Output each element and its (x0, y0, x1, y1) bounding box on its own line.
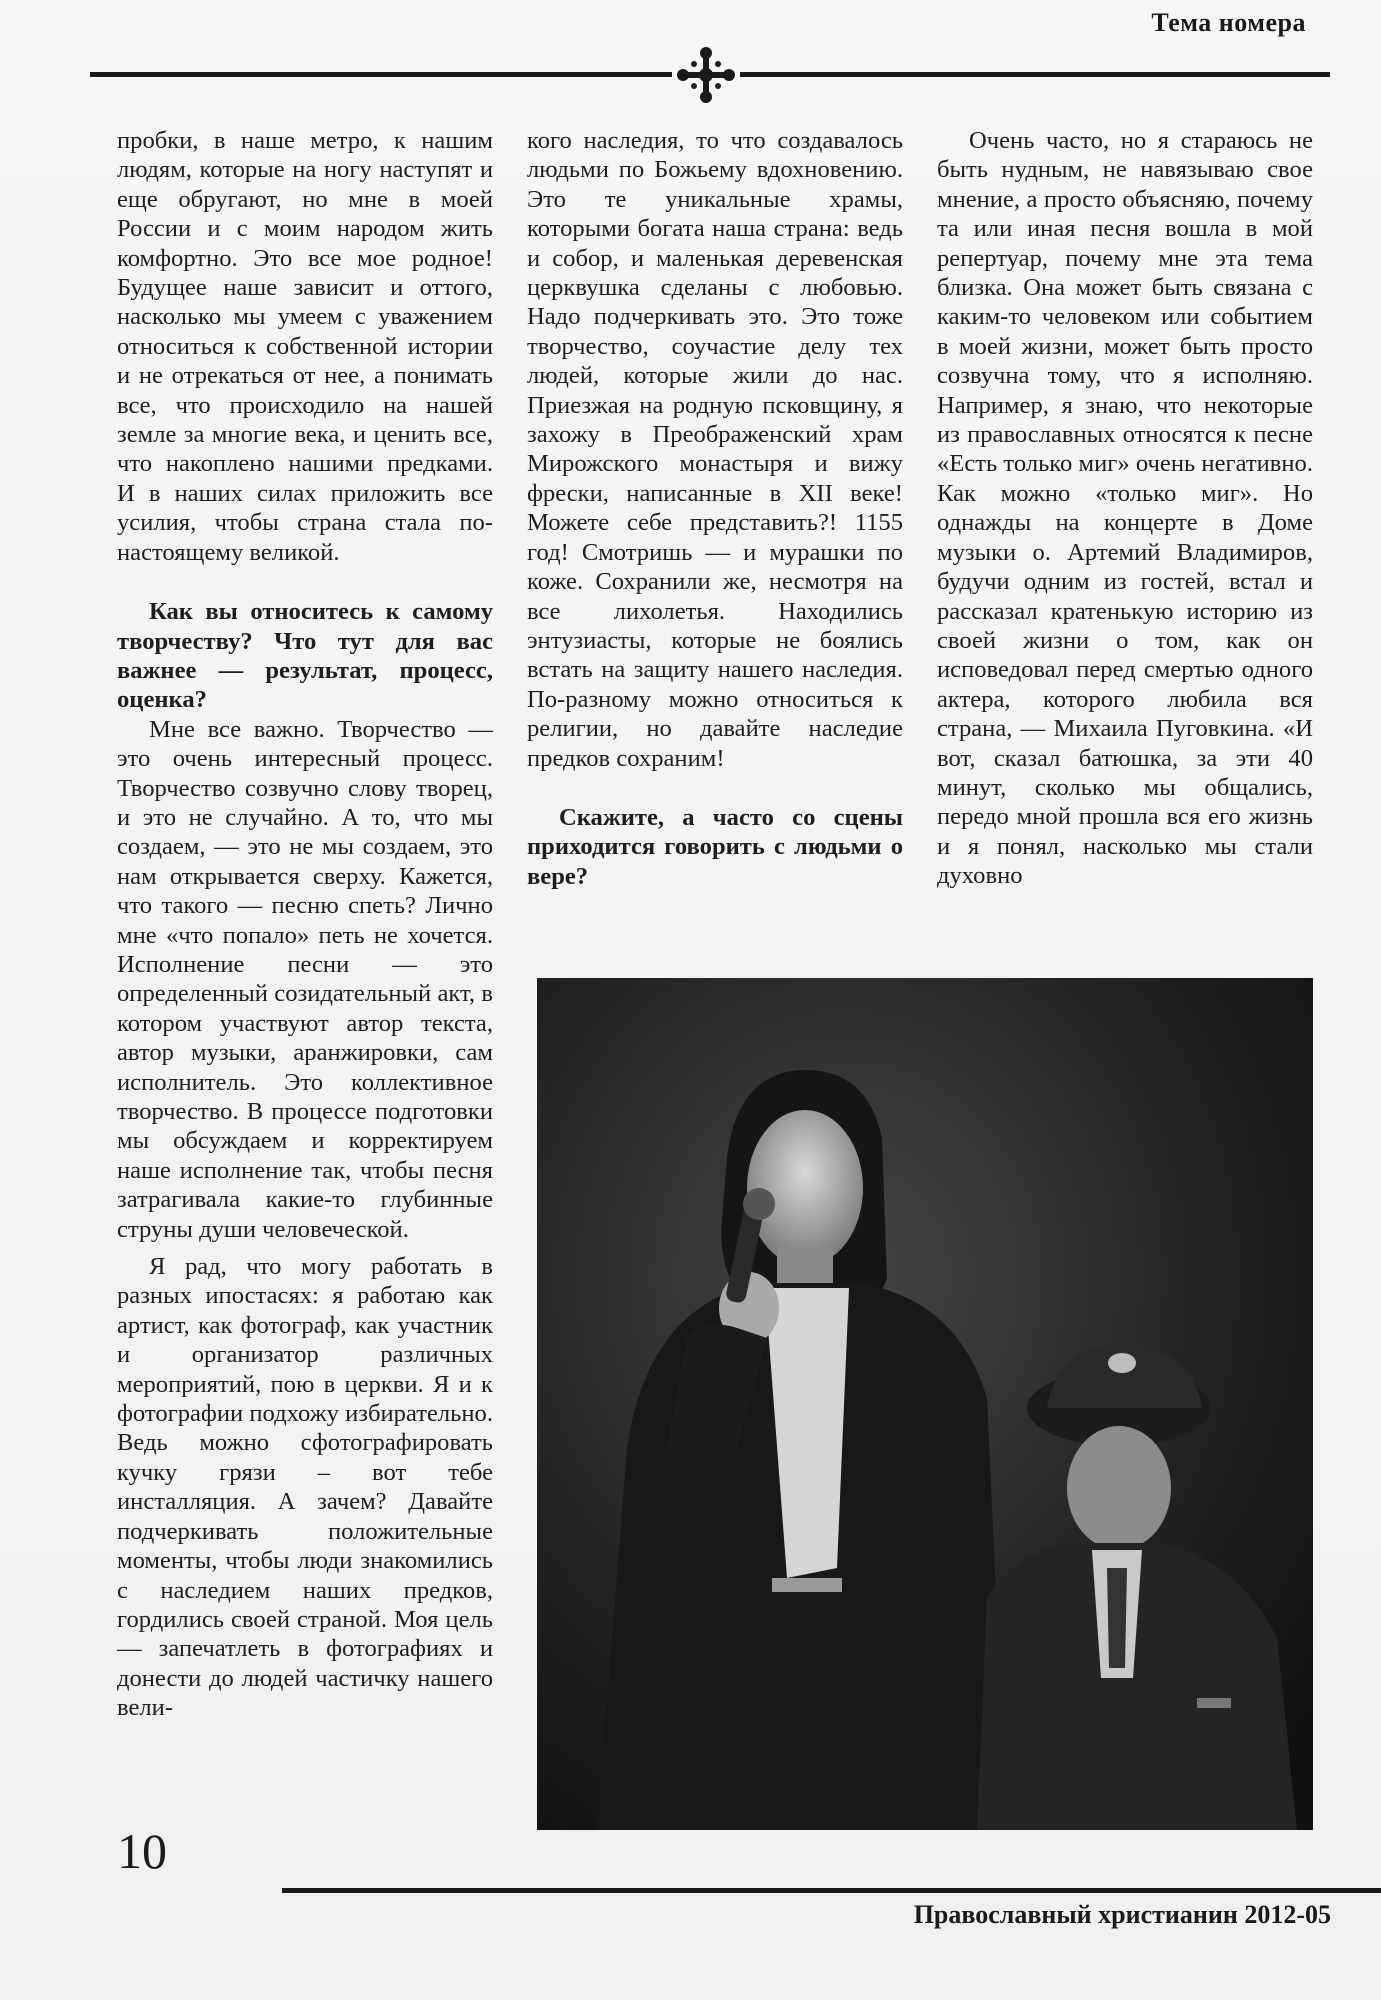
footer-rule (282, 1888, 1381, 1893)
paragraph: Очень часто, но я стараюсь не быть нудным, не навязываю свое мнение, а просто объясняю, почему та или иная песня вошла в мой репертуар, почему мне эта тема близка. Она может быть связана с каким-то человеком или событием в моей жизни, может быть просто созвучна тому, что я исполняю. Например, я знаю, что некоторые из православных относятся к песне «Есть только миг» очень негативно. Как можно «только миг». Но однажды на концерте в Доме музыки о. Артемий Владимиров, будучи одним из гостей, встал и рассказал кратенькую историю из своей жизни о том, как он исповедовал перед смертью одного актера, которого любила вся страна, — Михаила Пуговкина. «И вот, сказал батюшка, за эти 40 минут, сколько мы общались, передо мной прошла вся его жизнь и я понял, насколько мы стали духовно (937, 127, 1313, 890)
paragraph: пробки, в наше метро, к нашим людям, которые на ногу наступят и еще обругают, но мне в моей России и с моим народом жить комфортно. Это все мое родное! Будущее наше зависит и оттого, насколько мы умеем с уважением относиться к собственной истории и не отрекаться от нее, а понимать все, что происходило на нашей земле за многие века, и ценить все, что накоплено нашими предками. И в наших силах приложить все усилия, чтобы страна стала по-настоящему великой. (117, 127, 493, 566)
article-column-1 (117, 126, 493, 1723)
article-column-3 (937, 126, 1313, 891)
interview-question: Как вы относитесь к самому творчеству? Что тут для вас важнее — результат, процесс, оценка? (117, 598, 493, 714)
publication-name: Православный христианин 2012-05 (913, 1900, 1331, 1929)
paragraph: Мне все важно. Творчество — это очень интересный процесс. Творчество созвучно слову творец, и это не случайно. А то, что мы создаем, — это не мы создаем, это нам открывается сверху. Кажется, что такого — песню спеть? Лично мне «что попало» петь не хочется. Исполнение песни — это определенный созидательный акт, в котором участвуют автор текста, автор музыки, аранжировки, сам исполнитель. Это коллективное творчество. В процессе подготовки мы обсуждаем и корректируем наше исполнение так, чтобы песня затрагивала какие-то глубинные струны души человеческой. (117, 715, 493, 1243)
section-tag: Тема номера (1151, 8, 1306, 37)
header-rule-right (740, 72, 1330, 77)
article-column-2 (527, 126, 903, 891)
cross-ornament-icon (676, 46, 736, 104)
paragraph: Я рад, что могу работать в разных ипостасях: я работаю как артист, как фотограф, как участник и организатор различных мероприятий, пою в церкви. Я и к фотографии подхожу избирательно. Ведь можно сфотографировать кучку грязи – вот тебе инсталляция. А зачем? Давайте подчеркивать положительные моменты, чтобы люди знакомились с наследием наших предков, гордились своей страной. Моя цель — запечатлеть в фотографиях и донести до людей частичку нашего вели- (117, 1253, 493, 1722)
paragraph: кого наследия, то что создавалось людьми по Божьему вдохновению. Это те уникальные храмы, которыми богата наша страна: ведь и собор, и маленькая деревенская церквушка сделаны с любовью. Надо подчеркивать это. Это тоже творчество, соучастие делу тех людей, которые жили до нас. Приезжая на родную псковщину, я захожу в Преображенский храм Мирожского монастыря и вижу фрески, написанные в XII веке! Можете себе представить?! 1155 год! Смотришь — и мурашки по коже. Сохранили же, несмотря на все лихолетья. Находились энтузиасты, которые не боялись встать на защиту нашего наследия. По-разному можно относиться к религии, но давайте наследие предков сохраним! (527, 127, 903, 772)
header-rule-left (90, 72, 672, 77)
page-number: 10 (117, 1823, 167, 1879)
interview-question: Скажите, а часто со сцены приходится говорить с людьми о вере? (527, 803, 903, 890)
singer-with-microphone-photo (537, 978, 1313, 1830)
